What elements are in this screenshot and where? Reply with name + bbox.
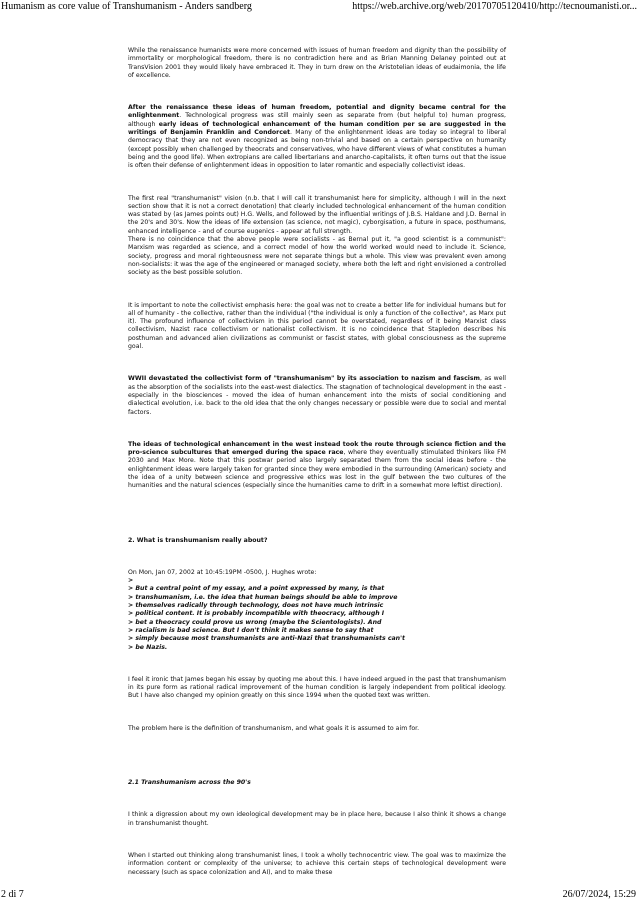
paragraph: There is no coincidence that the above people were socialists - as Bernal put it, "a good scientist is a communist": Marxism was regarded as science, and a correct model of how the world worked would need to include it. Science, society, progress and moral righteousness were not separate things but a whole. This view was prevalent even among non-socialists: it was the age of the engineered or managed society, where both the left and right envisioned a controlled society as the best possible solution. [128,236,506,277]
quote-line: > political content. It is probably incompatible with theocracy, although I [128,610,385,618]
quote-line: > racialism is bad science. But I don't think it makes sense to say that [128,626,374,634]
paragraph: The first real "transhumanist" vision (n.b. that I will call it transhumanist here for simplicity, although I will in the next section show that it is not a correct denotation) that clearly included technological enhancement of the human condition was stated by (as James points out) H.G. Wells, and followed by the influential writings of J.B.S. Haldane and J.D. Bernal in the 20's and 30's. Now the ideas of life extension (as science, not magic), cyborgisation, a future in space, posthumans, enhanced intelligence - and of course eugenics - appear at full strength. [128,194,506,235]
page-number: 2 di 7 [1,889,24,900]
paragraph: The ideas of technological enhancement in the west instead took the route through science fiction and the pro-science subcultures that emerged during the space race, where they eventually stimulated thinkers like FM 2030 and Max More. Note that this postwar period also largely separated them from the social ideas before - the enlightenment ideas were largely taken for granted since they were embodied in the surrounding (American) society and the idea of a unity between science and progressive ethics was lost in the gulf between the two cultures of the humanities and the natural sciences (especially since the humanities came to drift in a somewhat more leftist direction). [128,440,506,490]
print-header [0,1,638,12]
quote-line: > simply because most transhumanists are anti-Nazi that transhumanists can't [128,635,405,643]
page-title: Humanism as core value of Transhumanism - Anders sandberg [1,1,252,12]
quote-line: > [128,577,134,585]
quoted-email [128,577,506,652]
paragraph: After the renaissance these ideas of human freedom, potential and dignity became central for the enlightenment. Technological progress was still mainly seen as separate from (but helpful to) human progress, although early ideas of technological enhancement of the human condition per se are suggested in the writings of Benjamin Franklin and Condorcet. Many of the enlightenment ideas are today so integral to liberal democracy that they are not even recognized as being non-trivial and based on a certain perspective on humanity (except possibly when challenged by theocrats and conservatives, who have different views of what constitutes a human being and the good life). When extropians are called libertarians and anarcho-capitalists, it often turns out that the issue is often their defense of enlightenment ideas in opposition to later romantic and especially collectivist ideas. [128,104,506,170]
subsection-heading: 2.1 Transhumanism across the 90's [128,779,251,787]
article-body [128,47,506,877]
quote-line: > themselves radically through technology, does not have much intrinsic [128,602,384,610]
quote-line: > transhumanism, i.e. the idea that human beings should be able to improve [128,593,398,601]
print-footer [0,889,638,900]
bold-text: After the renaissance these ideas of human freedom, potential and dignity became central for the enlightenment [128,104,506,120]
paragraph: WWII devastated the collectivist form of "transhumanism" by its association to nazism and fascism, as well as the absorption of the socialists into the east-west dialectics. The stagnation of technological development in the east - especially in the biosciences - moved the idea of human enhancement into the mists of social conditioning and dialectical evolution, i.e. back to the old idea that the only changes necessary or possible were due to social and mental factors. [128,375,506,416]
section-heading: 2. What is transhumanism really about? [128,536,268,544]
paragraph: I think a digression about my own ideological development may be in place here, because I also think it shows a change in transhumanist thought. [128,811,506,827]
bold-text: early ideas of technological enhancement of the human condition per se are suggested in the writings of Benjamin Franklin and Condorcet [128,120,506,137]
paragraph: While the renaissance humanists were more concerned with issues of human freedom and dignity than the possibility of immortality or morphological freedom, there is no contradiction here and as Brian Manning Delaney pointed out at TransVision 2001 they would likely have embraced it. They in turn drew on the Aristotelian ideas of eudaimonia, the life of excellence. [128,47,506,79]
quote-line: > bet a theocracy could prove us wrong (maybe the Scientologists). And [128,618,382,626]
paragraph: The problem here is the definition of transhumanism, and what goals it is assumed to aim for. [128,724,420,732]
quote-intro: On Mon, Jan 07, 2002 at 10:45:19PM -0500, J. Hughes wrote: [128,568,317,576]
quote-line: > be Nazis. [128,643,168,651]
print-datetime: 26/07/2024, 15:29 [562,889,636,900]
paragraph: When I started out thinking along transhumanist lines, I took a wholly technocentric view. The goal was to maximize the information content or complexity of the universe; to achieve this certain steps of technological development were necessary (such as space colonization and AI), and to make these [128,851,506,876]
page-url: https://web.archive.org/web/20170705120410/http://tecnoumanisti.or... [352,1,637,12]
bold-text: The ideas of technological enhancement in the west instead took the route through science fiction and the pro-science subcultures that emerged during the space race [128,440,506,457]
quote-line: > But a central point of my essay, and a point expressed by many, is that [128,585,385,593]
paragraph: It is important to note the collectivist emphasis here: the goal was not to create a better life for individual humans but for all of humanity - the collective, rather than the individual ("the individual is only a function of the collective", as Marx put it). The profound influence of collectivism in this period cannot be overstated, regardless of it being Marxist class collectivism, Nazist race collectivism or nationalist collectivism. It is no coincidence that Stapledon describes his posthuman and advanced alien civilizations as communist or fascist states, with global consciousness as the supreme goal. [128,301,506,351]
paragraph: I feel it ironic that James began his essay by quoting me about this. I have indeed argued in the past that transhumanism in its pure form as rational radical improvement of the human condition is largely independent from political ideology. But I have also changed my opinion greatly on this since 1994 when the quoted text was written. [128,675,506,700]
bold-text: WWII devastated the collectivist form of "transhumanism" by its association to nazism and fascism [128,375,480,383]
